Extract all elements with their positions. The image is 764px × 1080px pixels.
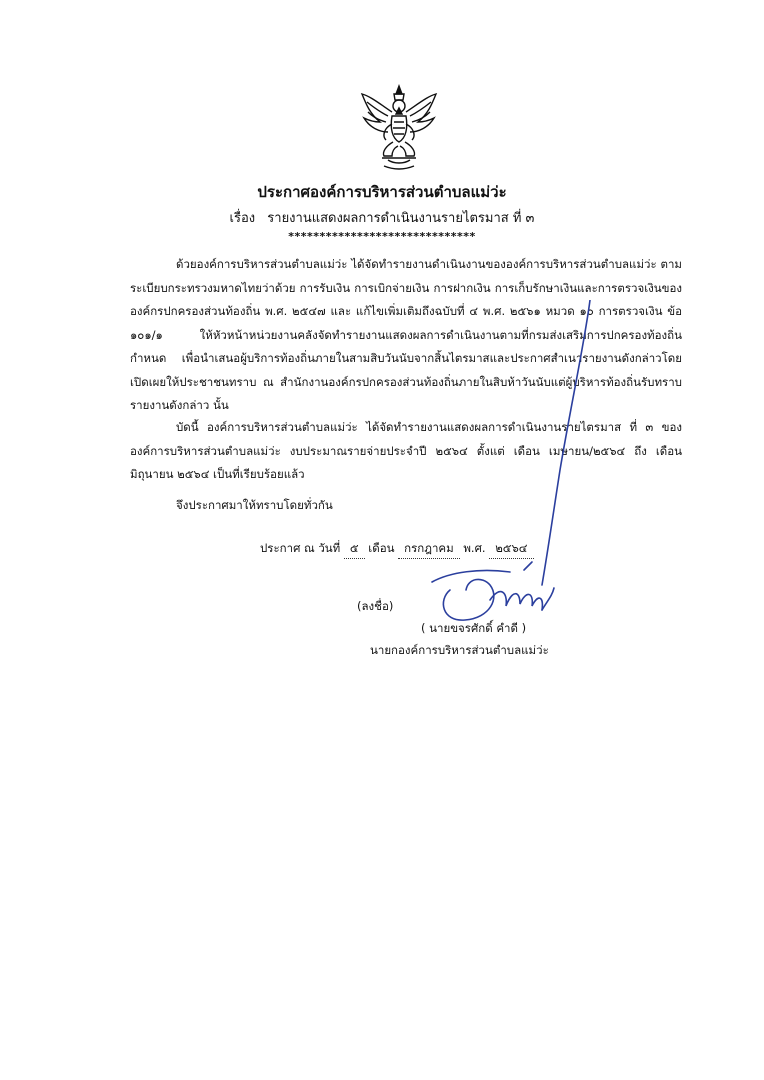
date-month: กรกฎาคม [398,540,460,559]
date-year-label: พ.ศ. [463,541,486,555]
date-prefix: ประกาศ ณ วันที่ [260,541,341,555]
date-month-label: เดือน [368,541,395,555]
star-separator: ****************************** [288,230,476,243]
subject-line [0,207,764,228]
signature-label: (ลงชื่อ) [357,599,394,613]
signatory-name: ( นายขจรศักดิ์ คำดี ) [421,621,527,635]
date-day: ๕ [344,540,365,559]
paragraph-closing: จึงประกาศมาให้ทราบโดยทั่วกัน [176,498,333,512]
date-year: ๒๕๖๔ [489,540,533,559]
garuda-emblem-icon [358,84,440,170]
subject-text: รายงานแสดงผลการดำเนินงานรายไตรมาส ที่ ๓ [267,211,535,226]
subject-label: เรื่อง [229,211,256,226]
signatory-position: นายกองค์การบริหารส่วนตำบลแม่ว่ะ [370,643,549,657]
announcement-dateline [260,540,534,559]
paragraph-intro: ด้วยองค์การบริหารส่วนตำบลแม่ว่ะ ได้จัดทำรายงานดำเนินงานขององค์การบริหารส่วนตำบลแม่ว่ะ ตามระเบียบกระทรวงมหาดไทยว่าด้วย การรับเงิน การเบิกจ่ายเงิน การฝากเงิน การเก็บรักษาเงินและการตรวจเงินขององค์กรปกครองส่วนท้องถิ่น พ.ศ. ๒๕๔๗ และ แก้ไขเพิ่มเติมถึงฉบับที่ ๔ พ.ศ. ๒๕๖๑ หมวด ๑๐ การตรวจเงิน ข้อ ๑๐๑/๑ ให้หัวหน้าหน่วยงานคลังจัดทำรายงานแสดงผลการดำเนินงานตามที่กรมส่งเสริมการปกครองท้องถิ่นกำหนด เพื่อนำเสนอผู้บริการท้องถิ่นภายในสามสิบวันนับจากสิ้นไตรมาสและประกาศสำเนารายงานดังกล่าวโดยเปิดเผยให้ประชาชนทราบ ณ สำนักงานองค์กรปกครองส่วนท้องถิ่นภายในสิบห้าวันนับแต่ผู้บริหารท้องถิ่นรับทราบรายงานดังกล่าว นั้น [130,257,682,412]
paragraph-report: บัดนี้ องค์การบริหารส่วนตำบลแม่ว่ะ ได้จัดทำรายงานแสดงผลการดำเนินงานรายไตรมาส ที่ ๓ ขององค์การบริหารส่วนตำบลแม่ว่ะ งบประมาณรายจ่ายประจำปี ๒๕๖๔ ตั้งแต่ เดือน เมษายน/๒๕๖๔ ถึง เดือน มิถุนายน ๒๕๖๔ เป็นที่เรียบร้อยแล้ว [130,420,682,481]
announcement-title: ประกาศองค์การบริหารส่วนตำบลแม่ว่ะ [257,183,507,201]
